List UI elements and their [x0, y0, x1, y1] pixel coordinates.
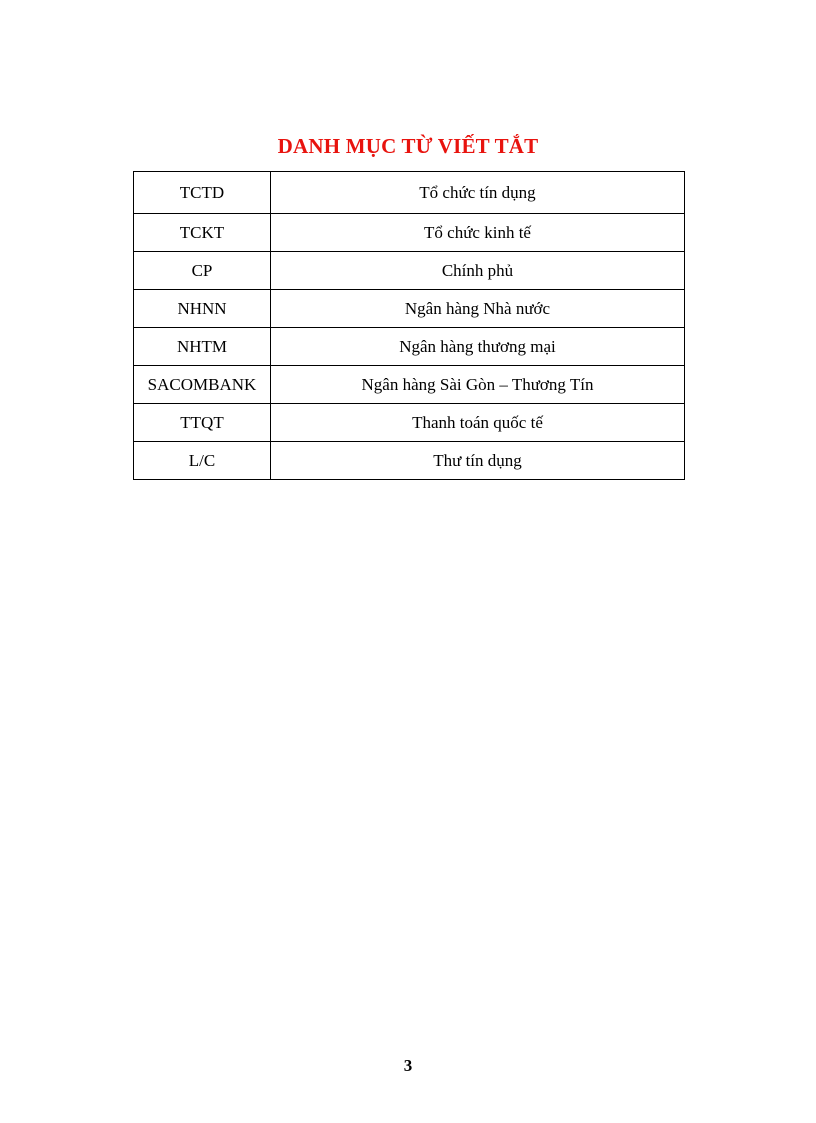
meaning-cell: Ngân hàng Sài Gòn – Thương Tín	[271, 366, 685, 404]
abbreviation-table	[133, 171, 685, 480]
abbreviation-cell: TCTD	[134, 172, 271, 214]
abbreviation-cell: NHTM	[134, 328, 271, 366]
meaning-cell: Tổ chức kinh tế	[271, 214, 685, 252]
table-row	[134, 214, 685, 252]
meaning-cell: Ngân hàng Nhà nước	[271, 290, 685, 328]
abbreviation-cell: SACOMBANK	[134, 366, 271, 404]
page-number: 3	[403, 1056, 413, 1075]
table-row	[134, 172, 685, 214]
meaning-cell: Thư tín dụng	[271, 442, 685, 480]
abbreviation-cell: TTQT	[134, 404, 271, 442]
meaning-cell: Chính phủ	[271, 252, 685, 290]
table-row	[134, 442, 685, 480]
table-row	[134, 366, 685, 404]
abbreviation-cell: CP	[134, 252, 271, 290]
abbreviation-cell: NHNN	[134, 290, 271, 328]
page-title: DANH MỤC TỪ VIẾT TẮT	[277, 134, 539, 158]
table-row	[134, 328, 685, 366]
meaning-cell: Thanh toán quốc tế	[271, 404, 685, 442]
table-row	[134, 290, 685, 328]
abbreviation-cell: TCKT	[134, 214, 271, 252]
table-row	[134, 404, 685, 442]
meaning-cell: Tổ chức tín dụng	[271, 172, 685, 214]
table-row	[134, 252, 685, 290]
meaning-cell: Ngân hàng thương mại	[271, 328, 685, 366]
abbreviation-cell: L/C	[134, 442, 271, 480]
